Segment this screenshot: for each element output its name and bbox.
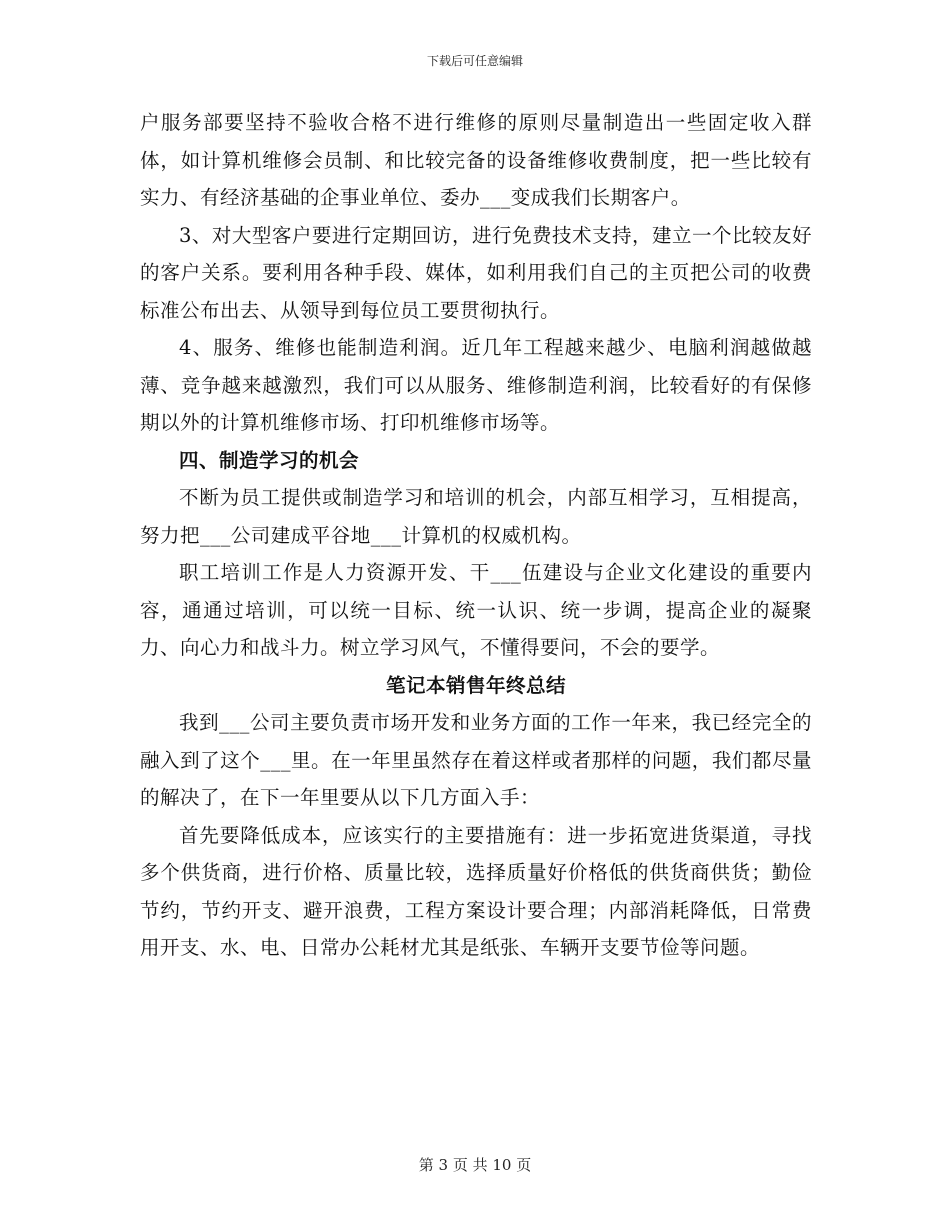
section-heading-4: 四、制造学习的机会 (179, 448, 360, 472)
paragraph-cost-reduction: 首先要降低成本，应该实行的主要措施有：进一步拓宽进货渠道，寻找多个供货商，进行价格、质量比较，选择质量好价格低的供货商供货；勤俭节约，节约开支、避开浪费，工程方案设计要合理；内部消耗降低，日常费用开支、水、电、日常办公耗材尤其是纸张、车辆开支要节俭等问题。 (140, 823, 812, 959)
paragraph-item-4: 4、服务、维修也能制造利润。近几年工程越来越少、电脑利润越做越薄、竞争越来越激烈，我们可以从服务、维修制造利润，比较看好的有保修期以外的计算机维修市场、打印机维修市场等。 (140, 336, 812, 434)
paragraph-intro: 我到___公司主要负责市场开发和业务方面的工作一年来，我已经完全的融入到了这个___里。在一年里虽然存在着这样或者那样的问题，我们都尽量的解决了，在下一年里要从以下几方面入手： (140, 711, 812, 809)
document-body (140, 104, 812, 967)
document-title: 笔记本销售年终总结 (385, 673, 566, 697)
paragraph-item-3: 3、对大型客户要进行定期回访，进行免费技术支持，建立一个比较友好的客户关系。要利用各种手段、媒体，如利用我们自己的主页把公司的收费标准公布出去、从领导到每位员工要贯彻执行。 (140, 223, 812, 322)
paragraph-continuation: 户服务部要坚持不验收合格不进行维修的原则尽量制造出一些固定收入群体，如计算机维修会员制、和比较完备的设备维修收费制度，把一些比较有实力、有经济基础的企事业单位、委办___变成我们长期客户。 (140, 111, 812, 209)
paragraph-learning: 不断为员工提供或制造学习和培训的机会，内部互相学习，互相提高，努力把___公司建成平谷地___计算机的权威机构。 (140, 486, 812, 547)
page-number: 第 3 页 共 10 页 (418, 1156, 532, 1174)
paragraph-training: 职工培训工作是人力资源开发、干___伍建设与企业文化建设的重要内容，通通过培训，可以统一目标、统一认识、统一步调，提高企业的凝聚力、向心力和战斗力。树立学习风气，不懂得要问，不会的要学。 (140, 561, 812, 659)
page-header-note: 下载后可任意编辑 (426, 54, 523, 68)
